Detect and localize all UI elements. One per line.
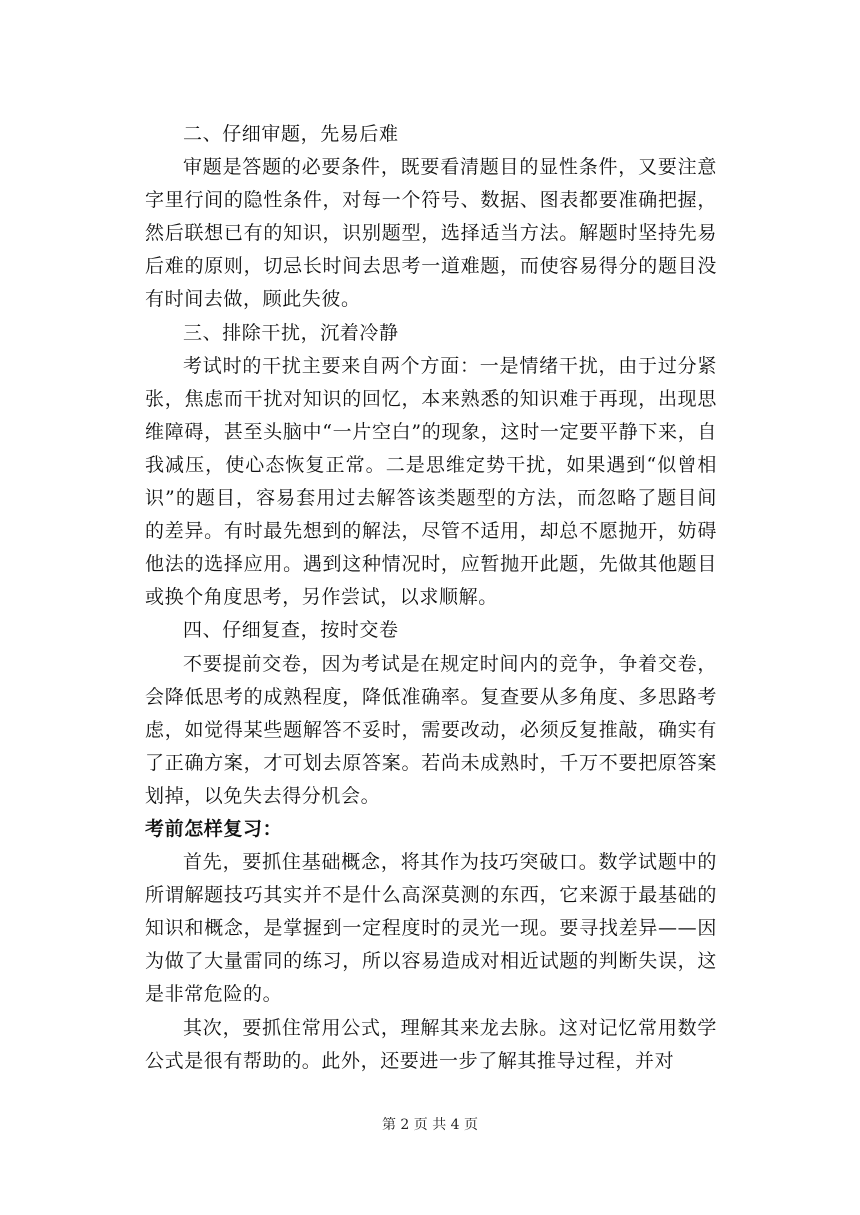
page-footer: 第 2 页 共 4 页 [381, 1117, 479, 1133]
body-paragraph-2: 考试时的干扰主要来自两个方面：一是情绪干扰，由于过分紧张，焦虑而干扰对知识的回忆，本来熟悉的知识难于再现，出现思维障碍，甚至头脑中“一片空白”的现象，这时一定要平静下来，自我减压，使心态恢复正常。二是思维定势干扰，如果遇到“似曾相识”的题目，容易套用过去解答该类题型的方法，而忽略了题目间的差异。有时最先想到的解法，尽管不适用，却总不愿抛开，妨碍他法的选择应用。遇到这种情况时，应暂抛开此题，先做其他题目或换个角度思考，另作尝试，以求顺解。 [145, 354, 717, 609]
section-heading-2: 二、仔细审题，先易后难 [183, 123, 399, 145]
body-paragraph-3: 不要提前交卷，因为考试是在规定时间内的竞争，争着交卷，会降低思考的成熟程度，降低准确率。复查要从多角度、多思路考虑，如觉得某些题解答不妥时，需要改动，必须反复推敲，确实有了正确方案，才可划去原答案。若尚未成熟时，千万不要把原答案划掉，以免失去得分机会。 [145, 652, 717, 807]
section-heading-4: 四、仔细复查，按时交卷 [183, 619, 399, 642]
section-heading-3: 三、排除干扰，沉着冷静 [183, 321, 399, 344]
review-heading: 考前怎样复习： [145, 817, 283, 840]
body-paragraph-4: 首先，要抓住基础概念，将其作为技巧突破口。数学试题中的所谓解题技巧其实并不是什么高深莫测的东西，它来源于最基础的知识和概念，是掌握到一定程度时的灵光一现。要寻找差异——因为做了大量雷同的练习，所以容易造成对相近试题的判断失误，这是非常危险的。 [145, 851, 717, 1006]
body-paragraph-5: 其次，要抓住常用公式，理解其来龙去脉。这对记忆常用数学公式是很有帮助的。此外，还要进一步了解其推导过程，并对 [145, 1016, 717, 1072]
body-paragraph-1: 审题是答题的必要条件，既要看清题目的显性条件，又要注意字里行间的隐性条件，对每一个符号、数据、图表都要准确把握，然后联想已有的知识，识别题型，选择适当方法。解题时坚持先易后难的原则，切忌长时间去思考一道难题，而使容易得分的题目没有时间去做，顾此失彼。 [145, 156, 717, 311]
document-page [145, 118, 717, 1078]
